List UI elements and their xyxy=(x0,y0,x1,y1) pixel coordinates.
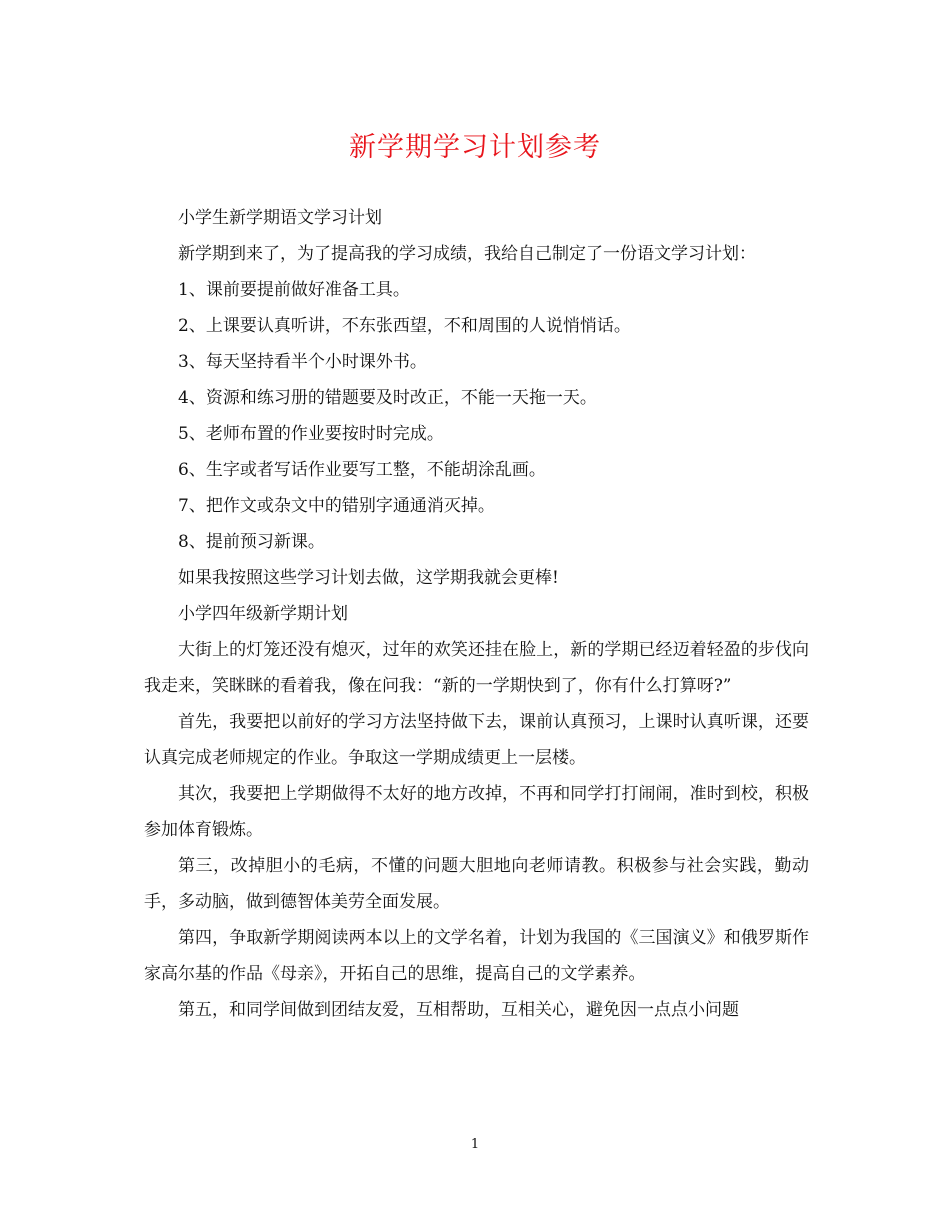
paragraph: 其次，我要把上学期做得不太好的地方改掉，不再和同学打打闹闹，准时到校，积极参加体育锻炼。 xyxy=(144,784,809,840)
page-number: 1 xyxy=(470,1137,480,1152)
paragraph: 如果我按照这些学习计划去做，这学期我就会更棒! xyxy=(178,568,559,588)
paragraph: 第三，改掉胆小的毛病，不懂的问题大胆地向老师请教。积极参与社会实践，勤动手，多动脑，做到德智体美劳全面发展。 xyxy=(144,856,809,912)
document-body xyxy=(144,200,809,1028)
list-item: 2、上课要认真听讲，不东张西望，不和周围的人说悄悄话。 xyxy=(178,316,631,336)
list-item: 4、资源和练习册的错题要及时改正，不能一天拖一天。 xyxy=(178,388,597,408)
document-title: 新学期学习计划参考 xyxy=(349,132,601,163)
list-item: 1、课前要提前做好准备工具。 xyxy=(178,280,410,300)
list-item: 6、生字或者写话作业要写工整，不能胡涂乱画。 xyxy=(178,460,546,480)
paragraph: 第四，争取新学期阅读两本以上的文学名着，计划为我国的《三国演义》和俄罗斯作家高尔基的作品《母亲》，开拓自己的思维，提高自己的文学素养。 xyxy=(144,928,809,984)
list-item: 3、每天坚持看半个小时课外书。 xyxy=(178,352,427,372)
paragraph: 新学期到来了，为了提高我的学习成绩，我给自己制定了一份语文学习计划： xyxy=(178,244,756,264)
paragraph: 大街上的灯笼还没有熄灭，过年的欢笑还挂在脸上，新的学期已经迈着轻盈的步伐向我走来，笑眯眯的看着我，像在问我：“新的一学期快到了，你有什么打算呀?” xyxy=(144,640,809,696)
list-item: 8、提前预习新课。 xyxy=(178,532,325,552)
section-heading: 小学四年级新学期计划 xyxy=(178,604,348,624)
list-item: 7、把作文或杂文中的错别字通通消灭掉。 xyxy=(178,496,495,516)
paragraph: 首先，我要把以前好的学习方法坚持做下去，课前认真预习，上课时认真听课，还要认真完成老师规定的作业。争取这一学期成绩更上一层楼。 xyxy=(144,712,809,768)
paragraph: 第五，和同学间做到团结友爱，互相帮助，互相关心，避免因一点点小问题 xyxy=(178,1000,739,1020)
section-heading: 小学生新学期语文学习计划 xyxy=(178,208,382,228)
list-item: 5、老师布置的作业要按时时完成。 xyxy=(178,424,444,444)
